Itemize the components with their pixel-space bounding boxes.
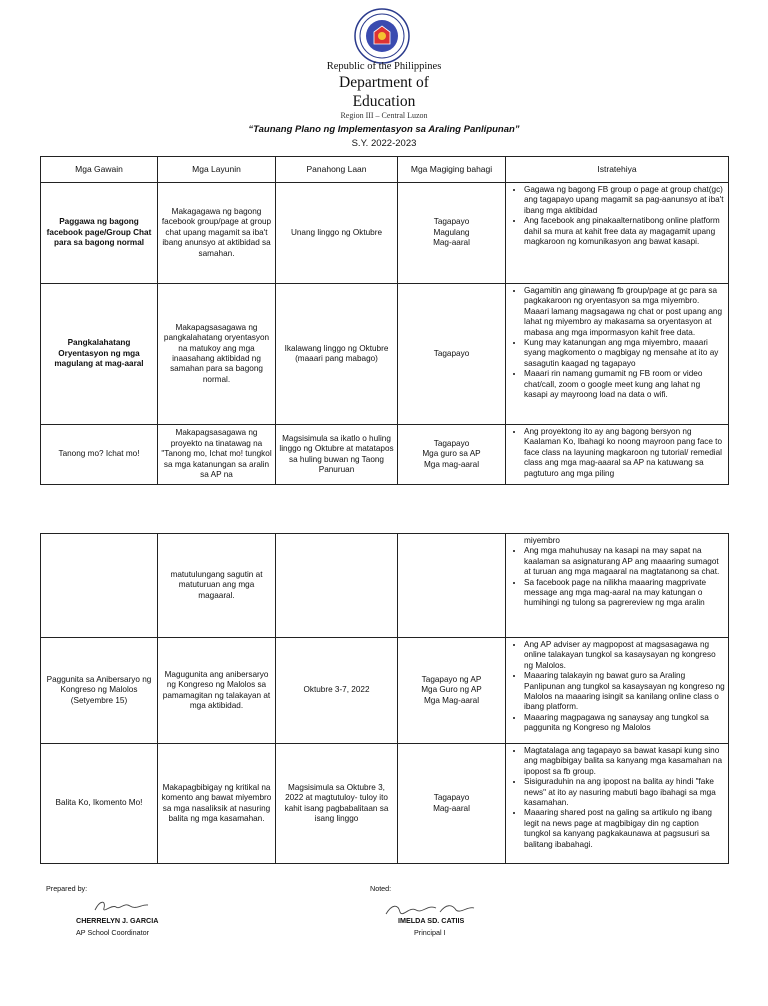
header-bahagi: Mga Magiging bahagi <box>398 157 506 183</box>
cell-istratehiya <box>506 425 729 485</box>
deped-seal-icon <box>354 8 410 64</box>
table-row <box>41 534 729 638</box>
cell-gawain: Paggawa ng bagong facebook page/Group Chat para sa bagong normal <box>41 183 158 284</box>
list-item: • Sa facebook page na nilikha maaaring magprivate message ang mga mag-aaral na may katungan o humihingi ng tulong sa pagrereview ng mga aralin <box>524 578 725 609</box>
cell-panahon: Magsisimula sa Oktubre 3, 2022 at magtutuloy- tuloy ito kahit isang pagbabalitaan sa isang linggo <box>276 744 398 864</box>
cell-gawain: Pangkalahatang Oryentasyon ng mga magulang at mag-aaral <box>41 284 158 425</box>
republic-label: Republic of the Philippines <box>326 61 442 72</box>
list-item: • Maaari rin namang gumamit ng FB room or video chat/call, zoom o google meet kung ang lahat ng kasapi ay mayroong load na data o wifi. <box>524 369 725 400</box>
cell-layunin: Makapagsasagawa ng pangkalahatang oryentasyon na matukoy ang mga inaasahang aktibidad ng samahan para sa bagong normal. <box>158 284 276 425</box>
list-item: • Gagamitin ang ginawang fb group/page at gc para sa pagkakaroon ng oryentasyon sa mga miyembro. Maaari lamang magsagawa ng chat or post upang ang lahat ng miyembro ay makasama sa oryentasyon at mabasa ang mga impormasyon kahit free data. <box>524 286 725 338</box>
cell-panahon <box>276 534 398 638</box>
region-label: Region III – Central Luzon <box>340 111 428 120</box>
plan-title: “Taunang Plano ng Implementasyon sa Araling Panlipunan” <box>248 124 520 135</box>
list-item: • Maaaring shared post na galing sa artikulo ng ibang legit na news page at magbibigay din ng caption tungkol sa kanyang pagkakaunawa at pagsusuri sa balitang ibabahagi. <box>524 808 725 850</box>
cell-bahagi <box>398 534 506 638</box>
cell-bahagi: Tagapayo Magulang Mag-aaral <box>398 183 506 284</box>
prepared-label: Prepared by: <box>46 884 88 893</box>
cell-bahagi: Tagapayo Mga guro sa AP Mga mag-aaral <box>398 425 506 485</box>
header-panahon: Panahong Laan <box>276 157 398 183</box>
plan-table-part-2 <box>40 533 729 864</box>
cell-layunin: Makagagawa ng bagong facebook group/page at group chat upang magamit sa iba't ibang anunsyo at aktibidad sa samahan. <box>158 183 276 284</box>
cell-gawain: Balita Ko, Ikomento Mo! <box>41 744 158 864</box>
plan-table-part-1 <box>40 156 729 485</box>
dept-line-1: Department of <box>339 74 429 91</box>
table-row <box>41 638 729 744</box>
table-header-row <box>41 157 729 183</box>
department-title <box>0 73 768 111</box>
list-item: • Maaaring talakayin ng bawat guro sa Araling Panlipunan ang tungkol sa kasaysayan ng kongreso ng Malolos na maaaring isingit sa kanilang online class o ibang platform. <box>524 671 725 713</box>
noted-name: IMELDA SD. CATIIS <box>398 916 465 925</box>
cell-gawain: Tanong mo? Ichat mo! <box>41 425 158 485</box>
cell-panahon: Ikalawang linggo ng Oktubre (maaari pang mabago) <box>276 284 398 425</box>
prepared-title: AP School Coordinator <box>76 928 149 937</box>
dept-line-2: Education <box>352 93 416 110</box>
cell-layunin: Magugunita ang anibersaryo ng Kongreso ng Malolos sa pamamagitan ng talakayan at mga aktibidad. <box>158 638 276 744</box>
cell-gawain: Paggunita sa Anibersaryo ng Kongreso ng Malolos (Setyembre 15) <box>41 638 158 744</box>
list-item: • Kung may katanungan ang mga miyembro, maaari syang magkomento o magbigay ng mensahe at ito ay sasagutin kaagad ng tagapayo <box>524 338 725 369</box>
cell-panahon: Unang linggo ng Oktubre <box>276 183 398 284</box>
cell-bahagi: Tagapayo ng AP Mga Guro ng AP Mga Mag-aaral <box>398 638 506 744</box>
cell-layunin: matutulungang sagutin at matuturuan ang mga magaaral. <box>158 534 276 638</box>
header-gawain: Mga Gawain <box>41 157 158 183</box>
cell-bahagi: Tagapayo Mag-aaral <box>398 744 506 864</box>
list-item: • Ang AP adviser ay magpopost at magsasagawa ng online talakayan tungkol sa kasaysayan ng kongreso ng Malolos. <box>524 640 725 671</box>
cell-layunin: Makapagsasagawa ng proyekto na tinatawag na "Tanong mo, Ichat mo! tungkol sa mga katanungan sa aralin sa AP na <box>158 425 276 485</box>
table-row <box>41 284 729 425</box>
cell-layunin: Makapagbibigay ng kritikal na komento ang bawat miyembro sa mga nasaliksik at nasuring balita ng mga kasamahan. <box>158 744 276 864</box>
list-item: • Ang proyektong ito ay ang bagong bersyon ng Kaalaman Ko, Ibahagi ko noong mayroon pang face to face class na layuning magkaroon ng tutorial/ remedial class ang mga mag-aaaral sa AP na katuwang sa pagtuturo ang mga piling <box>524 427 725 479</box>
cell-istratehiya <box>506 284 729 425</box>
list-item: • Ang facebook ang pinakaalternatibong online platform dahil sa mura at kahit free data ay magagamit upang magkaroon ng komunikasyon ang bawat kasapi. <box>524 216 725 247</box>
cell-istratehiya <box>506 534 729 638</box>
cell-panahon: Magsisimula sa ikatlo o huling linggo ng Oktubre at matatapos sa huling buwan ng Taong Panuruan <box>276 425 398 485</box>
header-layunin: Mga Layunin <box>158 157 276 183</box>
cell-istratehiya <box>506 638 729 744</box>
table-row <box>41 183 729 284</box>
list-item: • Magtatalaga ang tagapayo sa bawat kasapi kung sino ang magbibigay balita sa kanyang mga kasamahan na ipopost sa fb group. <box>524 746 725 777</box>
list-item: • Maaaring magpagawa ng sanaysay ang tungkol sa paggunita ng Kongreso ng Malolos <box>524 713 725 734</box>
table-row <box>41 744 729 864</box>
cell-istratehiya <box>506 744 729 864</box>
cell-panahon: Oktubre 3-7, 2022 <box>276 638 398 744</box>
table-row <box>41 425 729 485</box>
prepared-name: CHERRELYN J. GARCIA <box>76 916 159 925</box>
school-year: S.Y. 2022-2023 <box>351 138 417 149</box>
noted-label: Noted: <box>370 884 392 893</box>
continued-text: miyembro <box>524 536 560 545</box>
list-item: • Ang mga mahuhusay na kasapi na may sapat na kaalaman sa asignaturang AP ang maaaring sumagot at turuan ang mga magaaral na magtatanong sa chat. <box>524 546 725 577</box>
list-item: • Sisiguraduhin na ang ipopost na balita ay hindi "fake news" at ito ay nasuring mabuti bago ibahagi sa mga kasamahan. <box>524 777 725 808</box>
cell-istratehiya <box>506 183 729 284</box>
noted-title: Principal I <box>414 928 446 937</box>
cell-bahagi: Tagapayo <box>398 284 506 425</box>
header-istratehiya: Istratehiya <box>506 157 729 183</box>
signature-scribble-icon <box>92 898 152 916</box>
list-item: • Gagawa ng bagong FB group o page at group chat(gc) ang tagapayo upang magamit sa pag-aanunsyo at iba't ibang mga aktibidad <box>524 185 725 216</box>
cell-gawain <box>41 534 158 638</box>
